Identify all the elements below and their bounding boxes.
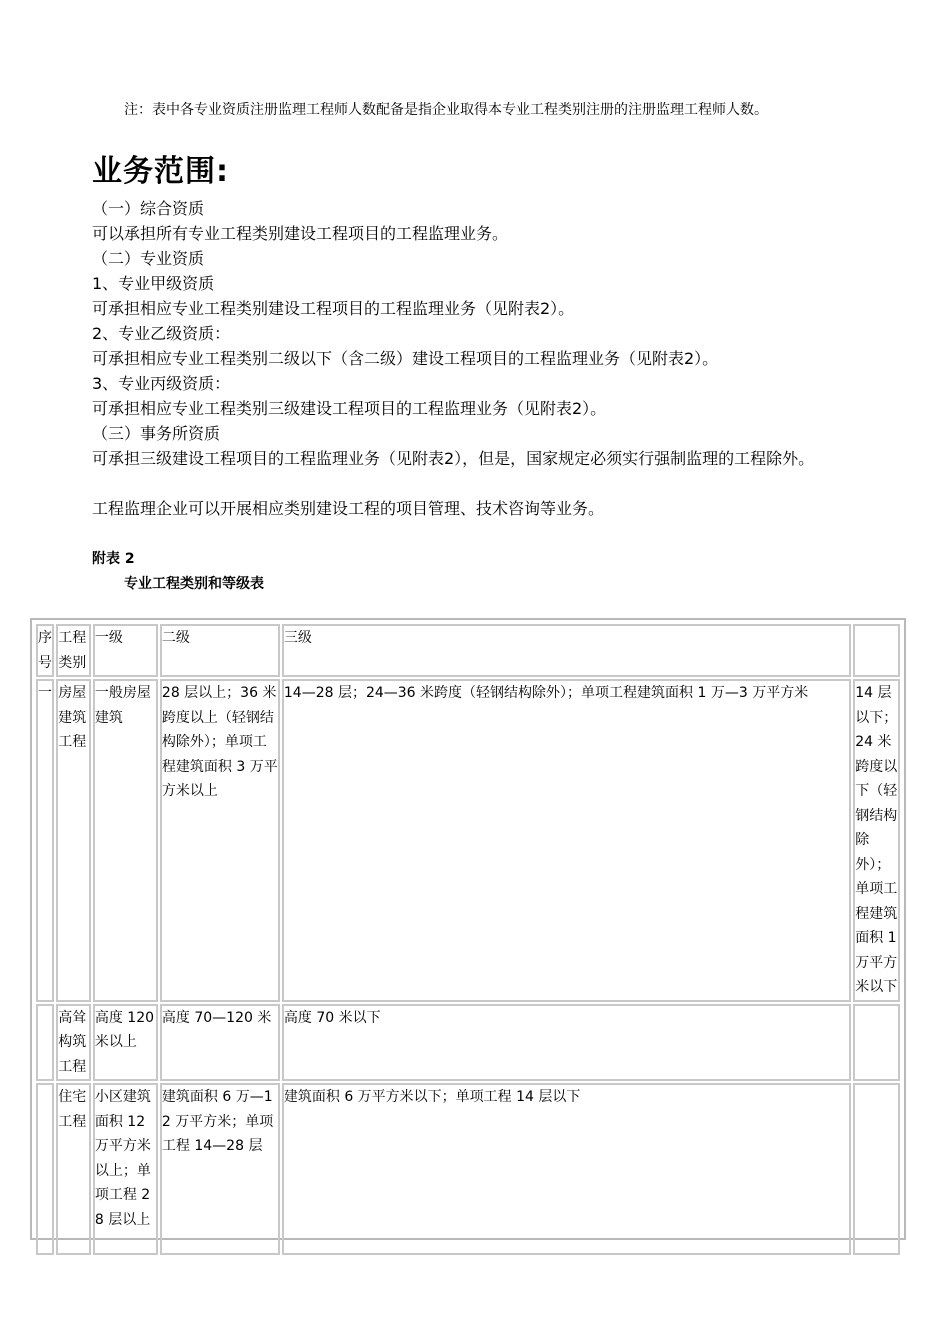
scope-line: 可承担相应专业工程类别二级以下（含二级）建设工程项目的工程监理业务（见附表2）。 <box>92 349 719 368</box>
scope-line: 1、专业甲级资质 <box>92 274 215 293</box>
page-heading: 业务范围: <box>92 154 229 189</box>
scope-line: 可承担三级建设工程项目的工程监理业务（见附表2），但是，国家规定必须实行强制监理的工程除外。 <box>92 449 815 468</box>
table-cell: 14—28 层；24—36 米跨度（轻钢结构除外）；单项工程建筑面积 1 万—3 万平方米 <box>282 679 851 1002</box>
category-grade-table <box>34 622 902 1257</box>
table-cell: 一般房屋建筑 <box>93 679 158 1002</box>
header-cell: 工程类别 <box>56 624 91 677</box>
scope-line: 3、专业丙级资质： <box>92 374 231 393</box>
scope-line: （一）综合资质 <box>92 199 205 218</box>
table-cell: 一 <box>36 679 54 1002</box>
appendix-title: 专业工程类别和等级表 <box>124 576 264 592</box>
table-cell: 建筑面积 6 万平方米以下；单项工程 14 层以下 <box>282 1083 851 1255</box>
table-cell: 14 层以下；24 米跨度以下（轻钢结构除外）；单项工程建筑面积 1 万平方米以下 <box>853 679 900 1002</box>
table-cell: 住宅工程 <box>56 1083 91 1255</box>
table-cell <box>853 1083 900 1255</box>
table-cell: 房屋建筑工程 <box>56 679 91 1002</box>
table-note: 注：表中各专业资质注册监理工程师人数配备是指企业取得本专业工程类别注册的注册监理工程师人数。 <box>124 102 768 118</box>
table-cell: 高度 70 米以下 <box>282 1004 851 1082</box>
scope-line: （二）专业资质 <box>92 249 205 268</box>
scope-line: 2、专业乙级资质： <box>92 324 231 343</box>
table-cell: 小区建筑面积 12 万平方米以上；单项工程 28 层以上 <box>93 1083 158 1255</box>
table-row <box>36 679 900 1002</box>
header-cell: 一级 <box>93 624 158 677</box>
table-header-row <box>36 624 900 677</box>
table-row <box>36 1004 900 1082</box>
table-cell: 高度 120 米以上 <box>93 1004 158 1082</box>
table-cell <box>853 1004 900 1082</box>
header-cell: 序号 <box>36 624 54 677</box>
scope-line: 工程监理企业可以开展相应类别建设工程的项目管理、技术咨询等业务。 <box>92 499 605 518</box>
table-cell <box>36 1083 54 1255</box>
table-cell: 高耸构筑工程 <box>56 1004 91 1082</box>
table-row <box>36 1083 900 1255</box>
scope-line: 可以承担所有专业工程类别建设工程项目的工程监理业务。 <box>92 224 509 243</box>
header-cell <box>853 624 900 677</box>
scope-line: （三）事务所资质 <box>92 424 221 443</box>
scope-line: 可承担相应专业工程类别三级建设工程项目的工程监理业务（见附表2）。 <box>92 399 607 418</box>
appendix-label: 附表 2 <box>92 551 135 567</box>
table-cell: 28 层以上；36 米跨度以上（轻钢结构除外）；单项工程建筑面积 3 万平方米以上 <box>160 679 280 1002</box>
header-cell: 二级 <box>160 624 280 677</box>
header-cell: 三级 <box>282 624 851 677</box>
scope-line: 可承担相应专业工程类别建设工程项目的工程监理业务（见附表2）。 <box>92 299 575 318</box>
table-cell: 建筑面积 6 万—12 万平方米；单项工程 14—28 层 <box>160 1083 280 1255</box>
table-cell <box>36 1004 54 1082</box>
category-grade-table-frame <box>30 618 906 1240</box>
table-cell: 高度 70—120 米 <box>160 1004 280 1082</box>
